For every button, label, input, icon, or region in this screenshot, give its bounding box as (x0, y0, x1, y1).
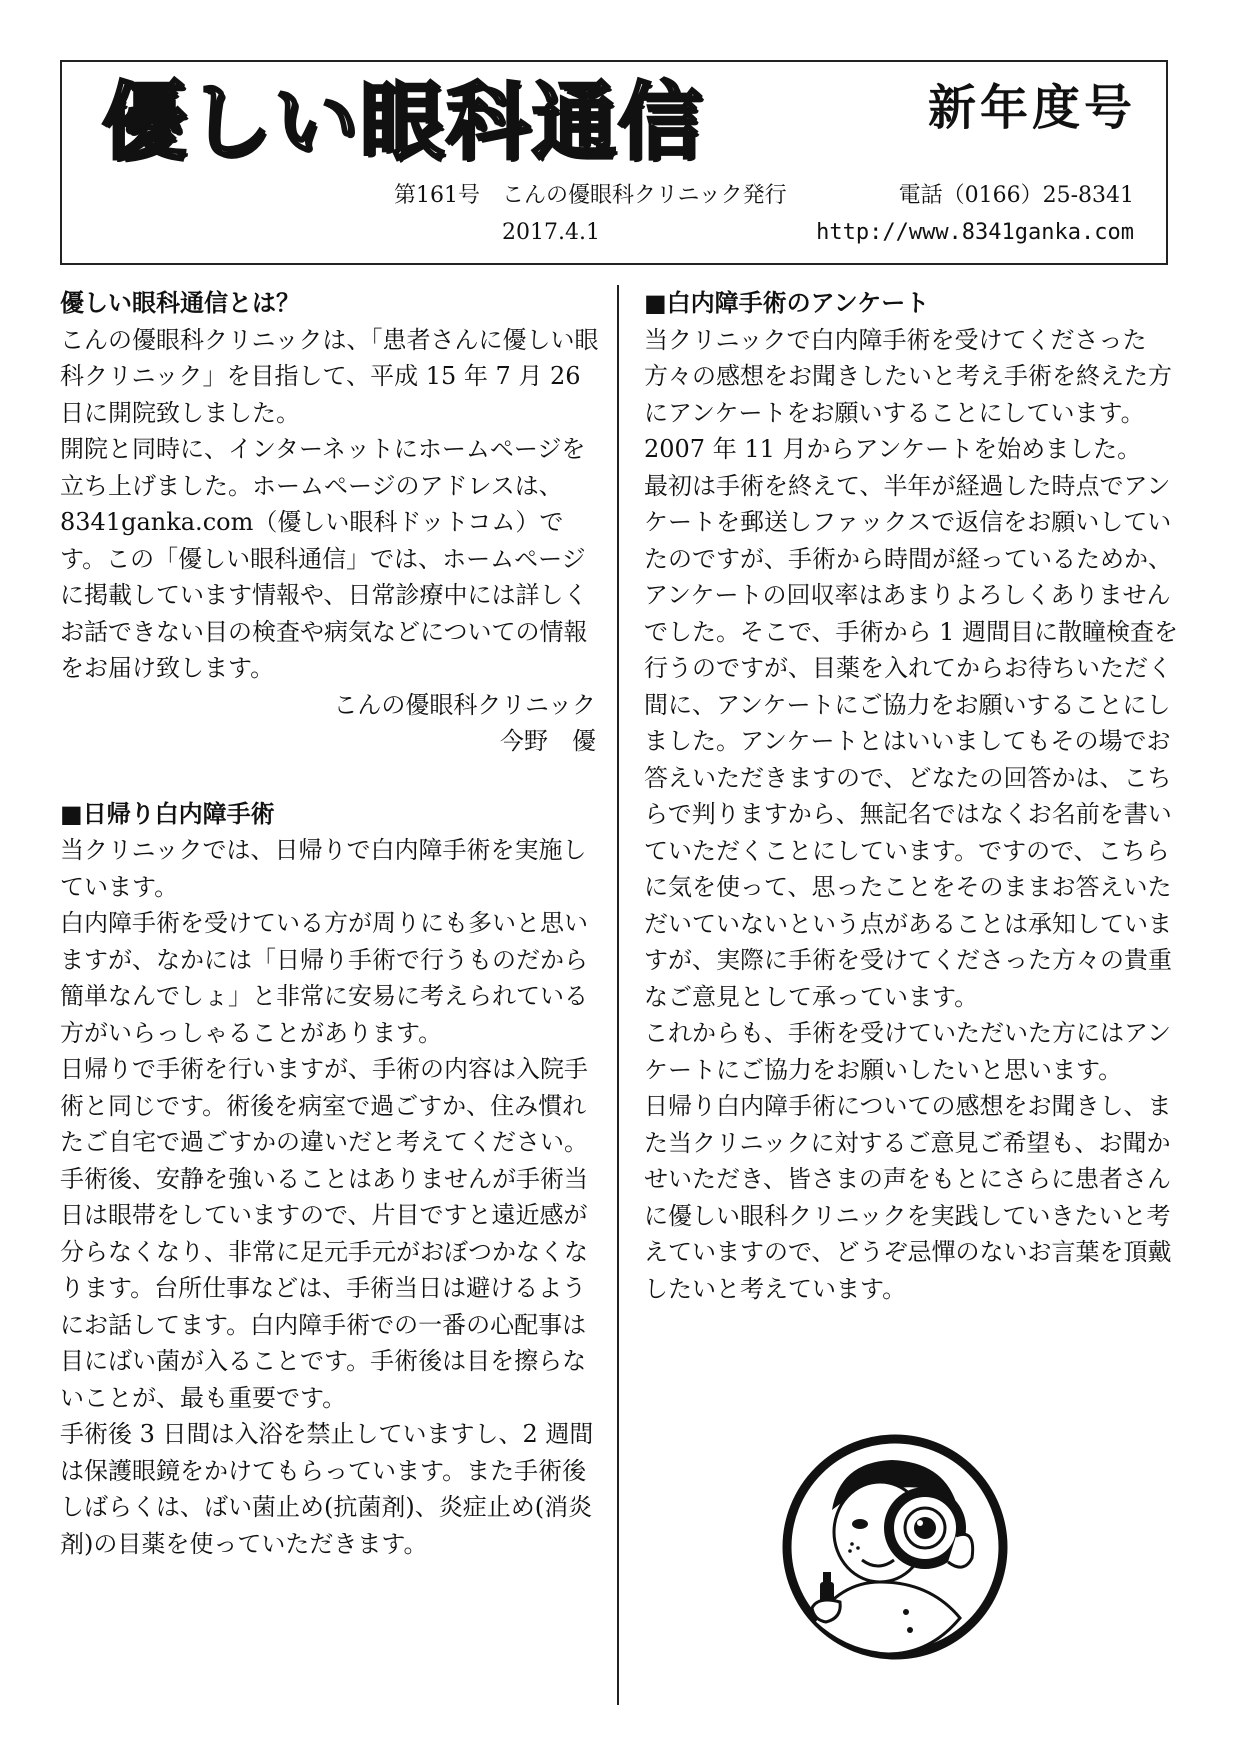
survey-paragraph: 2007 年 11 月からアンケートを始めました。 (644, 435, 1142, 463)
left-column (60, 285, 600, 1562)
signature-clinic: こんの優眼科クリニック (333, 690, 596, 719)
section-heading-survey: ■白内障手術のアンケート (644, 288, 930, 317)
issue-line: 第161号 こんの優眼科クリニック発行 (394, 183, 787, 208)
survey-paragraph: 日帰り白内障手術についての感想をお聞きし、また当クリニックに対するご意見ご希望も、お聞かせいただき、皆さまの声をもとにさらに患者さんに優しい眼科クリニックを実践していきたいと考えていますので、どうぞ忌憚のないお言葉を頂戴したいと考えています。 (644, 1092, 1172, 1303)
surgery-paragraph: 白内障手術を受けている方が周りにも多いと思いますが、なかには「日帰り手術で行うものだから簡単なんでしょ」と非常に安易に考えられている方がいらっしゃることがあります。 (60, 909, 588, 1047)
column-divider (617, 285, 619, 1705)
edition-label: 新年度号 (927, 80, 1136, 136)
surgery-paragraph: 当クリニックでは、日帰りで白内障手術を実施しています。 (60, 836, 587, 901)
section-heading-surgery: ■日帰り白内障手術 (60, 798, 275, 828)
surgery-paragraph: 手術後 3 日間は入浴を禁止していますし、2 週間は保護眼鏡をかけてもらっています。また手術後しばらくは、ばい菌止め(抗菌剤)、炎症止め(消炎剤)の目薬を使っていただきます。 (60, 1420, 594, 1558)
survey-paragraph: 最初は手術を終えて、半年が経過した時点でアンケートを郵送しファックスで返信をお願いしていたのですが、手術から時間が経っているためか、アンケートの回収率はあまりよろしくありませんでした。そこで、手術から 1 週間目に散瞳検査を行うのですが、目薬を入れてからお待ちいただく間に、アンケートにご協力をお願いすることにしました。アンケートとはいいましてもその場でお答えいただきますので、どなたの回答かは、こちらで判りますから、無記名ではなくお名前を書いていただくことにしています。ですので、こちらに気を使って、思ったことをそのままお答えいただいていないという点があることは承知していますが、実際に手術を受けてくださった方々の貴重なご意見として承っています。 (644, 471, 1179, 1011)
issue-date: 2017.4.1 (502, 220, 600, 245)
intro-paragraph: 開院と同時に、インターネットにホームページを立ち上げました。ホームページのアドレスは、8341ganka.com（優しい眼科ドットコム）です。この「優しい眼科通信」では、ホームページに掲載しています情報や、日常診療中には詳しくお話できない目の検査や病気などについての情報をお届け致します。 (60, 435, 588, 682)
section-heading-about: 優しい眼科通信とは？ (60, 288, 300, 317)
survey-paragraph: これからも、手術を受けていただいた方にはアンケートにご協力をお願いしたいと思います。 (644, 1019, 1172, 1084)
intro-paragraph: こんの優眼科クリニックは、「患者さんに優しい眼科クリニック」を目指して、平成 15 年 7 月 26 日に開院致しました。 (60, 325, 599, 427)
newsletter-title: 優しい眼科通信 (102, 73, 705, 171)
masthead (60, 60, 1168, 265)
phone-number: 電話（0166）25-8341 (898, 183, 1134, 208)
signature-name: 今野 優 (500, 727, 596, 755)
survey-paragraph: 当クリニックで白内障手術を受けてくださった方々の感想をお聞きしたいと考え手術を終えた方にアンケートをお願いすることにしています。 (644, 325, 1172, 427)
website-url[interactable]: http://www.8341ganka.com (816, 220, 1134, 245)
section-spacer (60, 760, 600, 796)
doctor-magnifier-icon (780, 1432, 1010, 1662)
right-column (644, 285, 1184, 1307)
surgery-paragraph: 日帰りで手術を行いますが、手術の内容は入院手術と同じです。術後を病室で過ごすか、住み慣れたご自宅で過ごすかの違いだと考えてください。手術後、安静を強いることはありませんが手術当日は眼帯をしていますので、片目ですと遠近感が分らなくなり、非常に足元手元がおぼつかなくなります。台所仕事などは、手術当日は避けるようにお話してます。白内障手術での一番の心配事は目にばい菌が入ることです。手術後は目を擦らないことが、最も重要です。 (60, 1055, 588, 1412)
